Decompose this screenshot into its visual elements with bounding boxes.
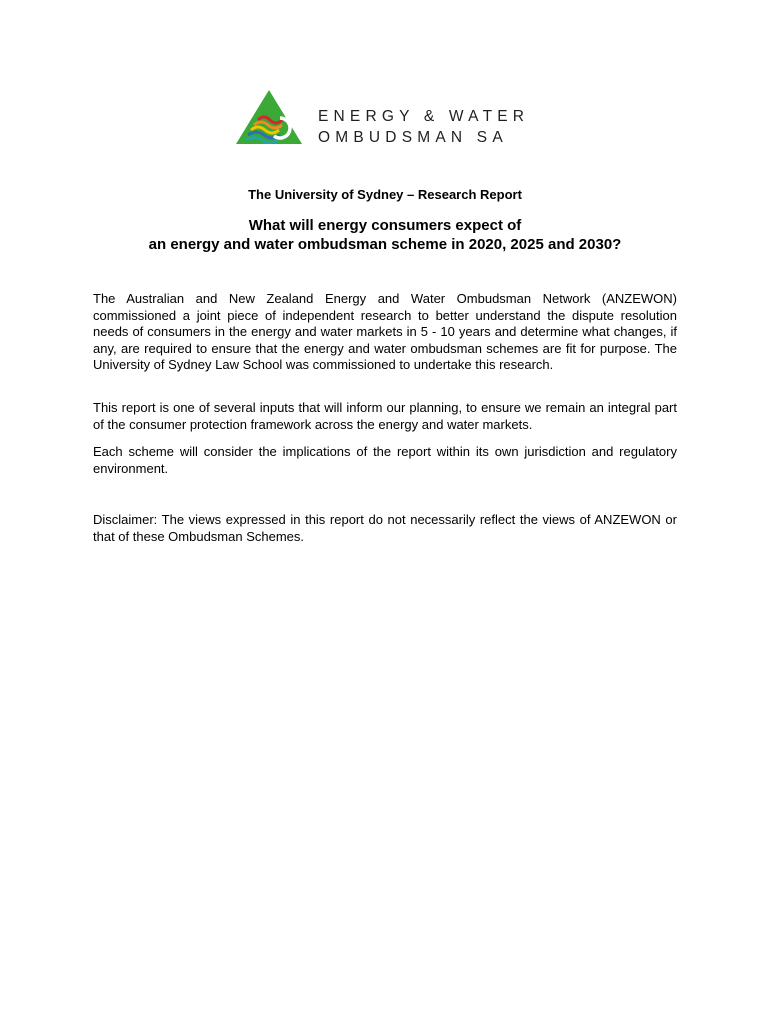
report-title-line-1: What will energy consumers expect of — [248, 217, 522, 234]
logo-line-2: OMBUDSMAN SA — [318, 129, 508, 146]
report-title-line-2: an energy and water ombudsman scheme in 2020, 2025 and 2030? — [148, 236, 622, 253]
report-subtitle: The University of Sydney – Research Report — [248, 187, 522, 202]
disclaimer-text: Disclaimer: The views expressed in this report do not necessarily reflect the views of ANZEWON or that of these Ombudsman Schemes. — [93, 512, 677, 544]
organization-logo — [236, 90, 556, 150]
report-title — [0, 216, 770, 254]
logo-line-1: ENERGY & WATER — [318, 108, 530, 125]
paragraph-research-background: The Australian and New Zealand Energy and Water Ombudsman Network (ANZEWON) commissioned a joint piece of independent research to better understand the dispute resolution needs of consumers in the energy and water markets in 5 - 10 years and determine what changes, if any, are required to ensure that the energy and water ombudsman schemes are fit for purpose. The University of Sydney Law School was commissioned to undertake this research. — [93, 291, 677, 373]
triangle-wave-logo-icon — [236, 90, 302, 144]
paragraph-report-purpose: This report is one of several inputs that will inform our planning, to ensure we remain an integral part of the consumer protection framework across the energy and water markets. — [93, 400, 677, 432]
paragraph-scheme-implications: Each scheme will consider the implications of the report within its own jurisdiction and regulatory environment. — [93, 444, 677, 476]
logo-wordmark — [318, 106, 529, 148]
